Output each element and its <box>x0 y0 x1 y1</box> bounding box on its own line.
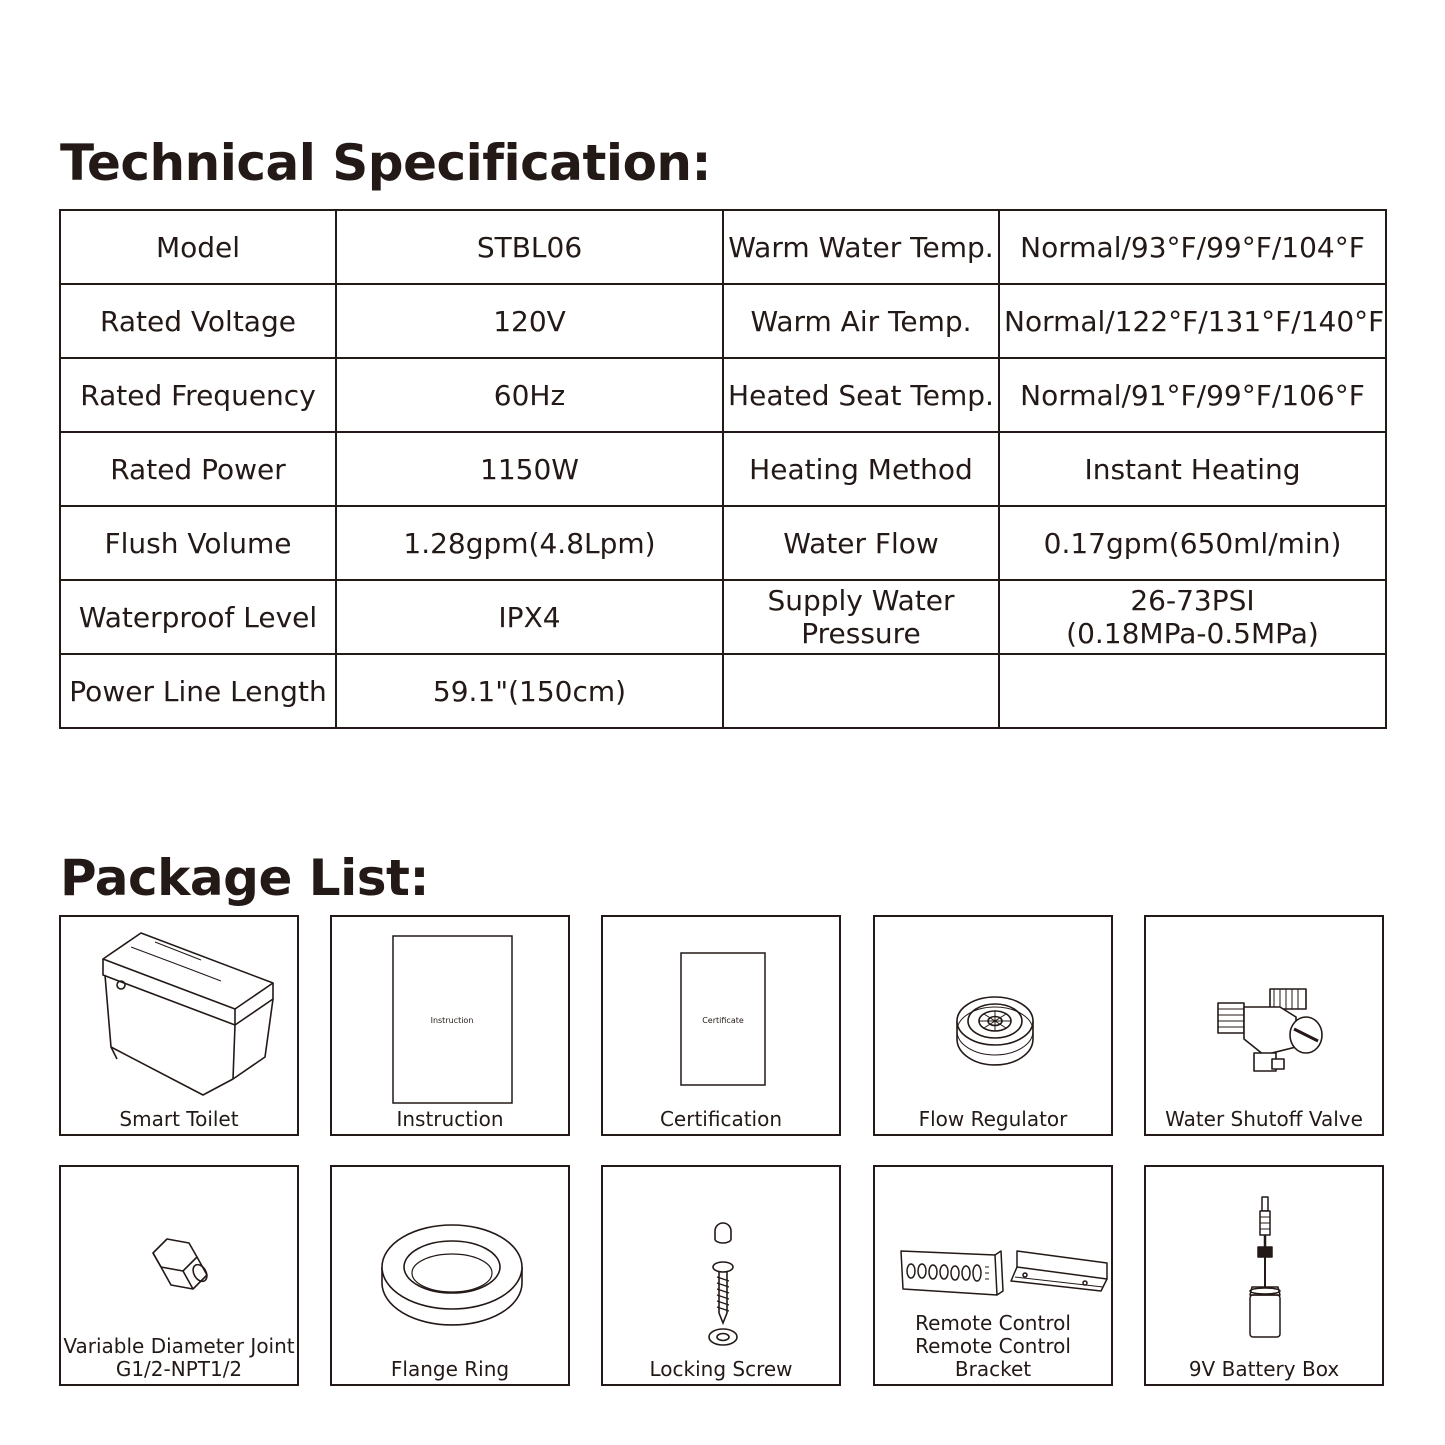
table-row <box>60 654 1386 728</box>
battery-box-icon <box>1146 1167 1382 1357</box>
package-heading: Package List: <box>60 849 429 907</box>
package-item-shutoff-valve <box>1144 915 1384 1136</box>
spec-label: Rated Voltage <box>60 284 336 358</box>
certificate-text: Certificate <box>702 1016 744 1025</box>
spec-value: STBL06 <box>336 210 723 284</box>
spec-label: Rated Frequency <box>60 358 336 432</box>
locking-screw-icon <box>603 1167 839 1357</box>
item-label: Water Shutoff Valve <box>1165 1107 1363 1131</box>
spec-heading: Technical Specification: <box>60 134 712 192</box>
item-label: Instruction <box>396 1107 504 1131</box>
spec-value: 1150W <box>336 432 723 506</box>
spec-table <box>59 209 1387 729</box>
spec-label: Flush Volume <box>60 506 336 580</box>
package-item-hex-joint <box>59 1165 299 1386</box>
table-row <box>60 506 1386 580</box>
shutoff-valve-icon <box>1146 917 1382 1107</box>
smart-toilet-icon <box>61 917 297 1107</box>
certificate-card-icon <box>603 917 839 1107</box>
package-item-remote-control <box>873 1165 1113 1386</box>
item-label: 9V Battery Box <box>1188 1357 1340 1381</box>
spec-label: Model <box>60 210 336 284</box>
hex-joint-icon <box>61 1167 297 1357</box>
item-label: Flow Regulator <box>918 1107 1068 1131</box>
table-row <box>60 210 1386 284</box>
spec-value: 0.17gpm(650ml/min) <box>999 506 1386 580</box>
package-item-battery-box <box>1144 1165 1384 1386</box>
spec-value: 1.28gpm(4.8Lpm) <box>336 506 723 580</box>
spec-value: Instant Heating <box>999 432 1386 506</box>
item-label: Certification <box>659 1107 783 1131</box>
spec-label: Power Line Length <box>60 654 336 728</box>
spec-label <box>723 654 999 728</box>
spec-value: Normal/91°F/99°F/106°F <box>999 358 1386 432</box>
table-row <box>60 358 1386 432</box>
spec-value: 26-73PSI (0.18MPa-0.5MPa) <box>999 580 1386 654</box>
spec-label: Waterproof Level <box>60 580 336 654</box>
spec-value: 59.1"(150cm) <box>336 654 723 728</box>
spec-label: Warm Air Temp. <box>723 284 999 358</box>
item-label: Variable Diameter Joint G1/2-NPT1/2 <box>63 1334 295 1381</box>
item-label: Flange Ring <box>390 1357 510 1381</box>
package-item-certification <box>601 915 841 1136</box>
package-item-smart-toilet <box>59 915 299 1136</box>
spec-value: Normal/93°F/99°F/104°F <box>999 210 1386 284</box>
instruction-booklet-icon <box>332 917 568 1107</box>
table-row <box>60 432 1386 506</box>
spec-label: Supply Water Pressure <box>723 580 999 654</box>
package-item-instruction <box>330 915 570 1136</box>
spec-value: 60Hz <box>336 358 723 432</box>
spec-value: 120V <box>336 284 723 358</box>
spec-value: Normal/122°F/131°F/140°F <box>999 284 1386 358</box>
item-label: Remote Control Remote Control Bracket <box>915 1311 1071 1381</box>
table-row <box>60 284 1386 358</box>
item-label: Locking Screw <box>649 1357 793 1381</box>
package-item-locking-screw <box>601 1165 841 1386</box>
table-row <box>60 580 1386 654</box>
spec-label: Heating Method <box>723 432 999 506</box>
spec-label: Water Flow <box>723 506 999 580</box>
package-item-flange-ring <box>330 1165 570 1386</box>
spec-value: IPX4 <box>336 580 723 654</box>
spec-value <box>999 654 1386 728</box>
flow-regulator-icon <box>875 917 1111 1107</box>
spec-label: Warm Water Temp. <box>723 210 999 284</box>
spec-label: Rated Power <box>60 432 336 506</box>
item-label: Smart Toilet <box>119 1107 239 1131</box>
booklet-text: Instruction <box>430 1016 474 1025</box>
spec-label: Heated Seat Temp. <box>723 358 999 432</box>
flange-ring-icon <box>332 1167 568 1357</box>
package-item-flow-regulator <box>873 915 1113 1136</box>
